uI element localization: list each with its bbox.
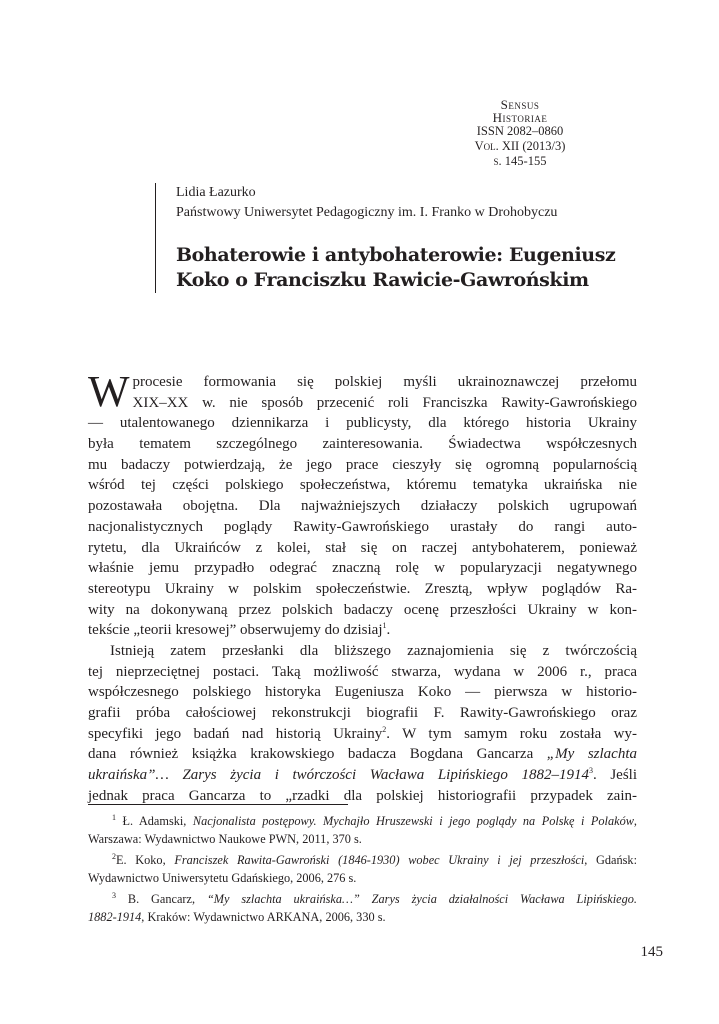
journal-pages: s. 145-155 [493, 154, 547, 168]
title-line-2: Koko o Franciszku Rawicie-Gawrońskim [176, 269, 589, 291]
text-line-content: tekście „teorii kresowej” obserwujemy do dzisiaj [88, 622, 383, 639]
footnote-line: Wydawnictwo Uniwersytetu Gdańskiego, 2006, 276 s. [88, 870, 357, 885]
footnote-text: , [633, 814, 637, 828]
page-number: 145 [640, 944, 663, 960]
text-line [88, 724, 637, 745]
journal-volume: Vol. XII (2013/3) [474, 139, 566, 153]
text-line: rytetu, dla Ukraińców z kolei, stał się on raczej antybohaterem, ponieważ [88, 539, 637, 556]
footnote-1 [88, 813, 637, 848]
book-title-italic: ukraińska”… Zarys życia i twórczości Wacława Lipińskiego 1882–1914 [88, 767, 589, 784]
paragraph-1 [88, 367, 637, 641]
footnote-text: Ł. Adamski, [116, 814, 193, 828]
footnote-text: B. Gancarz, [116, 892, 207, 906]
text-line: — utalentowanego dziennikarza i publicysty, dla którego historia Ukrainy [88, 415, 637, 432]
text-line-content: . Jeśli [592, 767, 637, 784]
footnote-3 [88, 891, 637, 926]
text-line: współczesnego polskiego historyka Eugeniusza Koko — pierwsza w historio- [88, 684, 637, 701]
text-line-content: specyfiki jego badań nad historią Ukrainy [88, 725, 383, 742]
footnote-number: 1 [112, 812, 116, 822]
journal-name-line1: Sensus [500, 97, 540, 112]
text-line: XIX–XX w. nie sposób przecenić roli Franciszka Rawity-Gawrońskiego [132, 394, 637, 411]
text-line-content: . W tym samym roku została wy- [386, 725, 637, 742]
footnote-ref-1[interactable]: 1 [382, 621, 387, 631]
text-line [88, 765, 637, 786]
footnote-line [88, 909, 637, 927]
footnote-ref-3[interactable]: 3 [588, 766, 593, 776]
author-affiliation: Państwowy Uniwersytet Pedagogiczny im. I. Franko w Drohobyczu [176, 205, 558, 220]
journal-issn: ISSN 2082–0860 [476, 124, 564, 138]
text-line: właśnie jemu przypadło odegrać znaczną rolę w popularyzacji negatywnego [88, 560, 637, 577]
text-line: mu badaczy potwierdzają, że jego prace cieszyły się ogromną popularnością [88, 456, 637, 473]
text-line: procesie formowania się polskiej myśli ukrainoznawczej przełomu [132, 374, 637, 390]
footnote-line [88, 891, 637, 909]
footnote-number: 2 [112, 851, 116, 861]
article-title [176, 243, 626, 293]
footnote-number: 3 [112, 890, 116, 900]
footnote-text: , Gdańsk: [584, 853, 637, 867]
footnote-2 [88, 852, 637, 887]
drop-cap: W [88, 367, 130, 416]
text-line: tej nieprzeciętnej postaci. Taką możliwość stwarza, wydana w 2006 r., praca [88, 663, 637, 680]
text-line: nacjonalistycznych poglądy Rawity-Gawrońskiego urastały do rangi auto- [88, 518, 637, 535]
footnotes [88, 813, 637, 930]
journal-masthead [440, 98, 600, 169]
title-line-1: Bohaterowie i antybohaterowie: Eugeniusz [176, 244, 616, 266]
text-line: grafii próba całościowej rekonstrukcji biografii F. Rawity-Gawrońskiego oraz [88, 705, 637, 721]
journal-name-line2: Historiae [492, 110, 548, 125]
footnote-line [88, 852, 637, 870]
text-line: tekście „teorii kresowej” obserwujemy do dzisiaj$^1$. [88, 621, 391, 639]
footnote-italic: “My szlachta ukraińska…” Zarys życia działalności Wacława Lipińskiego. [206, 892, 637, 906]
text-line: jednak praca Gancarza to „rzadki dla polskiej historiografii przypadek zain- [88, 787, 637, 804]
text-line-content: dana również książka krakowskiego badacza Bogdana Gancarza [88, 746, 547, 763]
article-body [88, 367, 637, 806]
footnote-text: E. Koko, [116, 853, 175, 867]
footnote-separator [88, 804, 348, 805]
text-line: wśród tej części polskiego społeczeństwa, któremu tematyka ukraińska nie [88, 477, 637, 494]
footnote-line: Warszawa: Wydawnictwo Naukowe PWN, 2011, 370 s. [88, 831, 362, 846]
paragraph-2 [88, 641, 637, 807]
text-line: wity na dokonywaną przez polskich badaczy ocenę przeszłości Ukrainy w kon- [88, 601, 637, 618]
text-line [88, 744, 637, 765]
article-header [155, 183, 626, 293]
text-line: stereotypu Ukrainy w polskim społeczeństwie. Zresztą, wpływ poglądów Ra- [88, 580, 637, 597]
text-line: Istnieją zatem przesłanki dla bliższego zaznajomienia się z twórczością [110, 642, 637, 659]
footnote-line [88, 813, 637, 831]
text-line: była tematem szczególnego zainteresowania. Świadectwa współczesnych [88, 436, 637, 453]
author-name: Lidia Łazurko [176, 185, 256, 200]
footnote-italic: Nacjonalista postępowy. Mychajło Hruszewski i jego poglądy na Polskę i Polaków [192, 814, 634, 828]
footnote-italic: Franciszek Rawita-Gawroński (1846-1930) wobec Ukrainy i jej przeszłości [174, 853, 585, 867]
footnote-text: , Kraków: Wydawnictwo ARKANA, 2006, 330 s. [141, 909, 386, 924]
text-line: pozostawała obojętna. Dla najważniejszych działaczy polskich ugrupowań [88, 498, 637, 515]
footnote-italic: 1882-1914 [88, 909, 142, 924]
footnote-ref-2[interactable]: 2 [382, 724, 387, 734]
book-title-italic: „My szlachta [546, 746, 637, 763]
